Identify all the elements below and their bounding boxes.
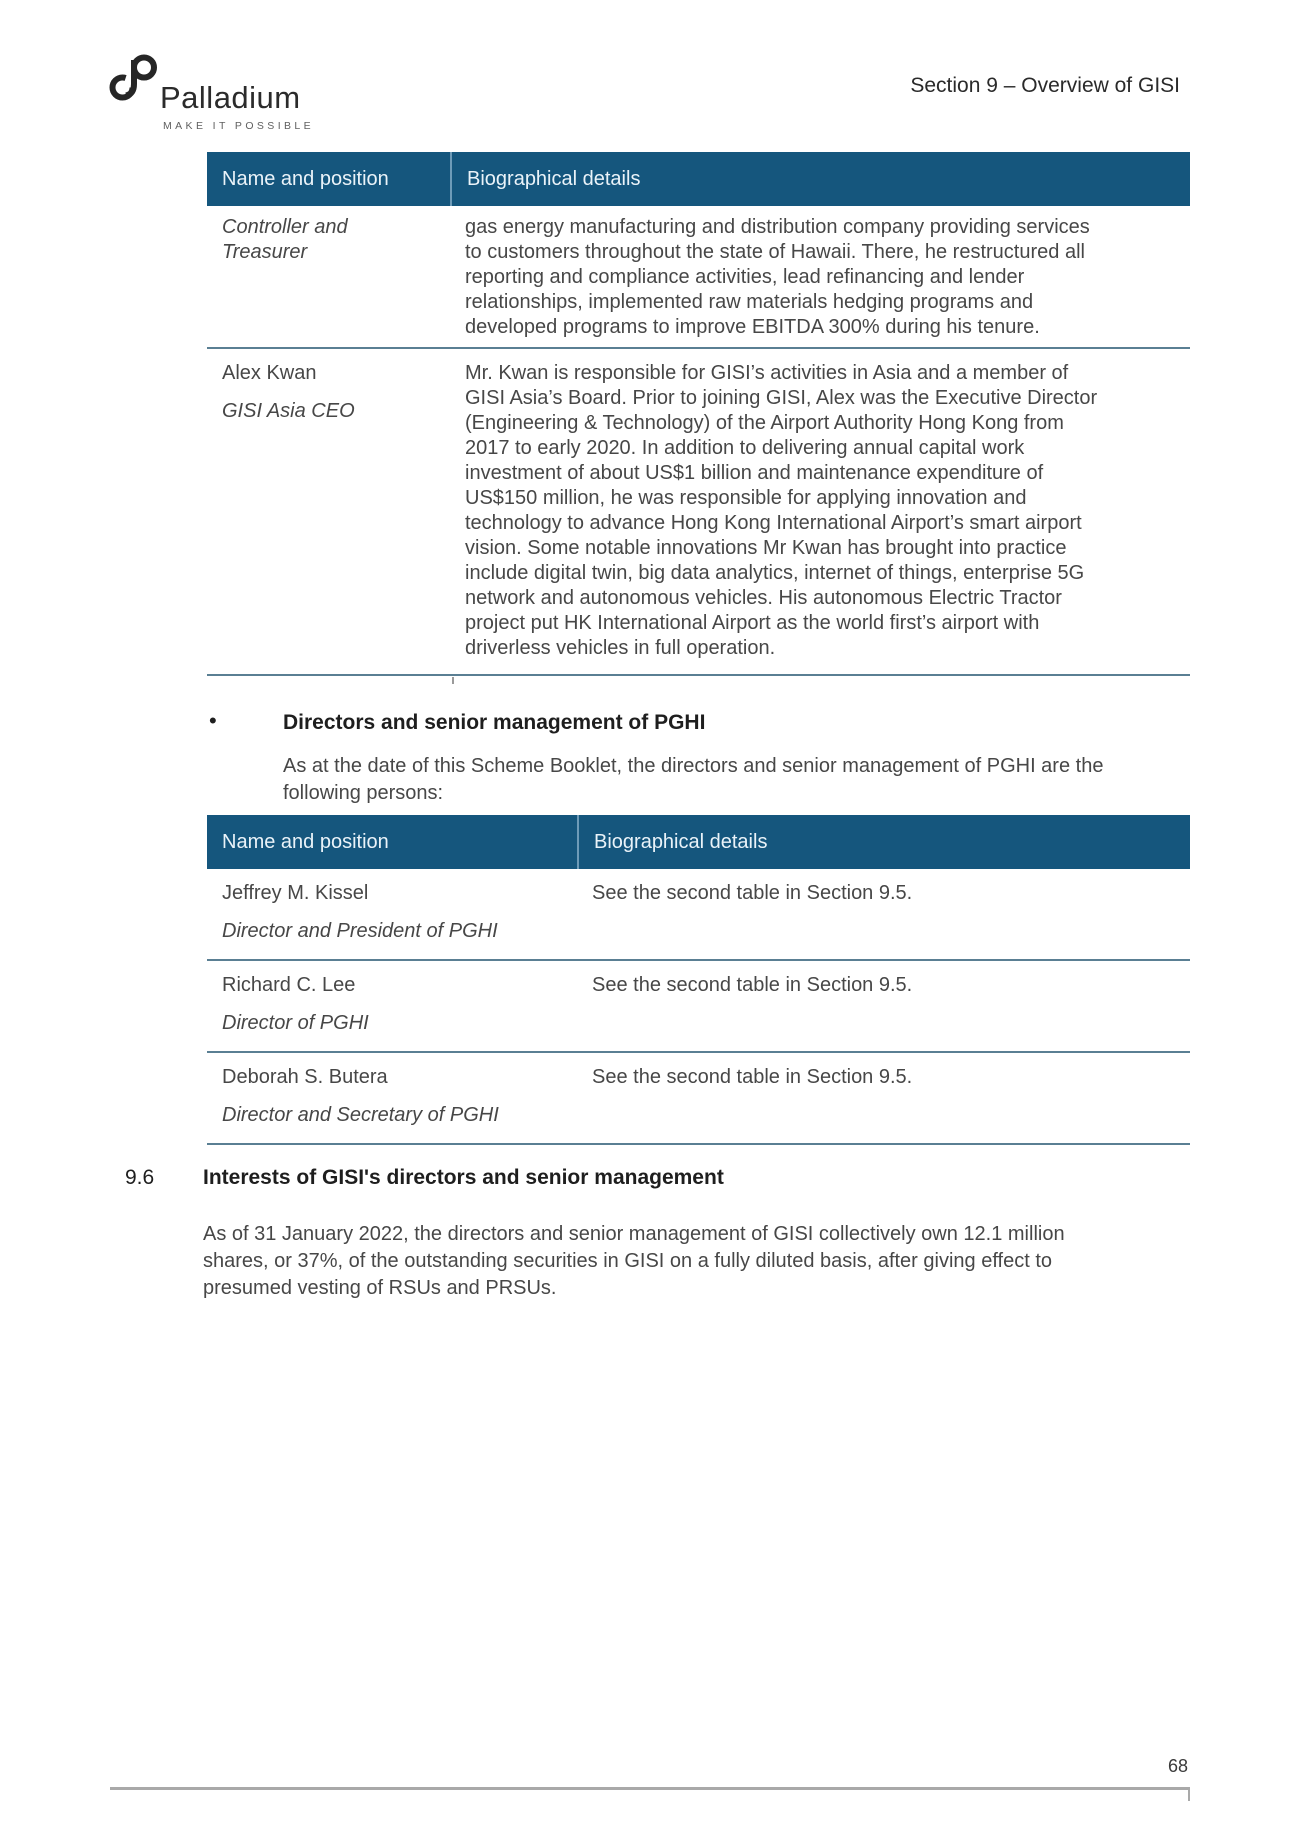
person-name: Jeffrey M. Kissel <box>222 882 369 904</box>
logo-tagline: MAKE IT POSSIBLE <box>163 120 315 132</box>
name-position-cell <box>207 869 577 959</box>
name-position-cell <box>207 349 450 674</box>
table-row <box>207 1053 1190 1145</box>
bio-cell: See the second table in Section 9.5. <box>592 974 913 996</box>
section-heading: Interests of GISI's directors and senior management <box>203 1166 724 1189</box>
name-position-cell <box>207 206 450 347</box>
section-number: 9.6 <box>125 1166 155 1189</box>
position-text: Director and President of PGHI <box>222 920 498 942</box>
name-position-cell <box>207 1053 577 1143</box>
table-row <box>207 869 1190 961</box>
bio-cell: Mr. Kwan is responsible for GISI’s activities in Asia and a member of GISI Asia’s Board. Prior to joining GISI, Alex was the Executive Director (Engineering & Technology) of the Airport Authority Hong Kong from 2017 to early 2020. In addition to delivering annual capital work investment of about US$1 billion and maintenance expenditure of US$150 million, he was responsible for applying innovation and technology to advance Hong Kong International Airport’s smart airport vision. Some notable innovations Mr Kwan has brought into practice include digital twin, big data analytics, internet of things, enterprise 5G network and autonomous vehicles. His autonomous Electric Tractor project put HK International Airport as the world first’s airport with driverless vehicles in full operation. <box>465 362 1098 659</box>
table-header-row <box>207 815 1190 869</box>
footer-rule <box>110 1787 1190 1790</box>
table-header-name-position: Name and position <box>222 167 389 190</box>
person-name: Alex Kwan <box>222 362 317 384</box>
pghi-directors-table <box>207 815 1190 1145</box>
person-name: Deborah S. Butera <box>222 1066 388 1088</box>
table-header-bio-details: Biographical details <box>577 815 1190 869</box>
pghi-directors-block <box>207 710 1190 807</box>
position-text: GISI Asia CEO <box>222 400 355 422</box>
table-row <box>207 961 1190 1053</box>
bullet-intro-paragraph: As at the date of this Scheme Booklet, the directors and senior management of PGHI are the following persons: <box>283 755 1104 804</box>
footer-rule-tick <box>1188 1787 1190 1801</box>
position-text: Controller and Treasurer <box>222 216 348 263</box>
table-row <box>207 349 1190 676</box>
position-text: Director and Secretary of PGHI <box>222 1104 499 1126</box>
bio-cell: See the second table in Section 9.5. <box>592 1066 913 1088</box>
gisi-management-table <box>207 152 1190 676</box>
section-body-paragraph: As of 31 January 2022, the directors and senior management of GISI collectively own 12.1 million shares, or 37%, of the outstanding securities in GISI on a fully diluted basis, after giving effect to presumed vesting of RSUs and PRSUs. <box>203 1223 1065 1299</box>
bio-cell: gas energy manufacturing and distribution company providing services to customers throughout the state of Hawaii. There, he restructured all reporting and compliance activities, lead refinancing and lender relationships, implemented raw materials hedging programs and developed programs to improve EBITDA 300% during his tenure. <box>465 216 1090 338</box>
position-text: Director of PGHI <box>222 1012 369 1034</box>
person-name: Richard C. Lee <box>222 974 356 996</box>
bullet-heading: Directors and senior management of PGHI <box>283 711 706 734</box>
table-header-row <box>207 152 1190 206</box>
bullet-heading-row <box>207 710 1190 735</box>
section-9-6 <box>125 1166 1200 1302</box>
table-header-bio-details: Biographical details <box>450 152 1190 206</box>
bullet-icon: • <box>209 708 217 733</box>
running-header-title: Section 9 – Overview of GISI <box>910 74 1180 97</box>
bio-cell: See the second table in Section 9.5. <box>592 882 913 904</box>
table-border-tick <box>452 677 454 684</box>
name-position-cell <box>207 961 577 1051</box>
table-row <box>207 206 1190 349</box>
logo-wordmark: Palladium <box>160 80 301 115</box>
page-number: 68 <box>1167 1756 1188 1776</box>
palladium-logo-icon <box>108 54 162 107</box>
table-header-name-position: Name and position <box>222 830 389 853</box>
section-heading-row <box>125 1166 1200 1190</box>
